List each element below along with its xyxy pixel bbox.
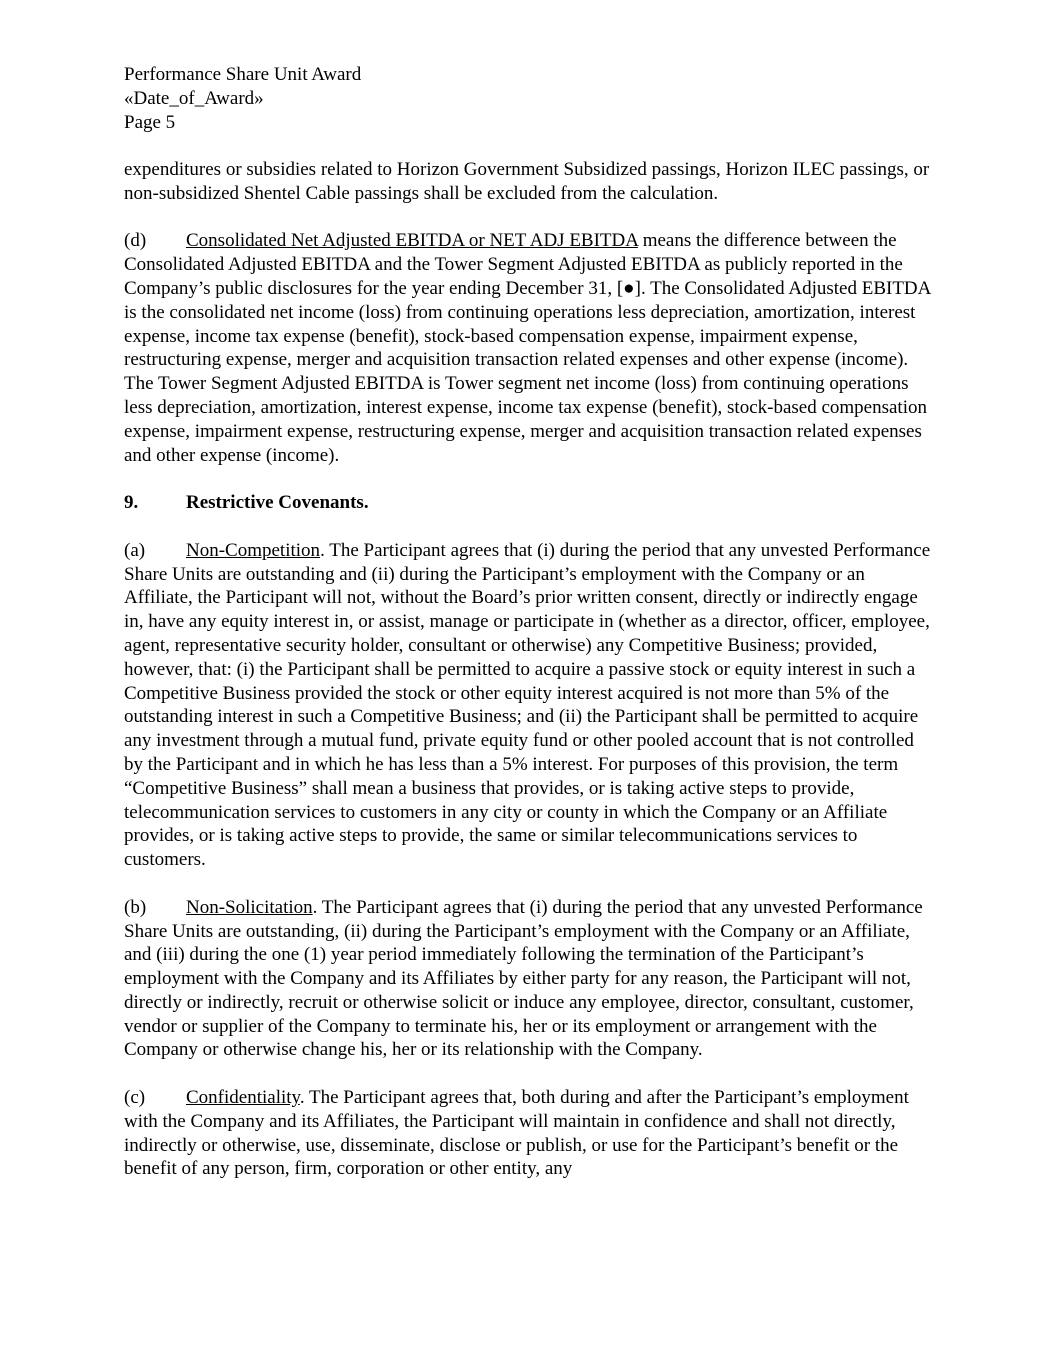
paragraph-9c-term: Confidentiality [186,1087,300,1109]
section-9-number: 9. [124,492,139,514]
paragraph-9b [124,896,934,1063]
paragraph-9b-marker: (b) [124,896,147,918]
header-page-number: Page 5 [124,111,176,133]
continuation-paragraph: expenditures or subsidies related to Horizon Government Subsidized passings, Horizon ILEC passings, or non-subsidized Shentel Cable passings shall be excluded from the calculation. [124,159,930,204]
paragraph-d-term: Consolidated Net Adjusted EBITDA or NET ADJ EBITDA [186,230,638,252]
paragraph-9b-text: . The Participant agrees that (i) during the period that any unvested Performance Share Units are outstanding, (ii) during the Participant’s employment with the Company or an Affiliate, and (iii) during the one (1) year period immediately following the termination of the Participant’s employment with the Company and its Affiliates by either party for any reason, the Participant will not, directly or indirectly, recruit or otherwise solicit or induce any employee, director, consultant, customer, vendor or supplier of the Company to terminate his, her or its employment or arrangement with the Company or otherwise change his, her or its relationship with the Company. [124,896,923,1061]
header-title: Performance Share Unit Award [124,64,362,85]
section-9-title: Restrictive Covenants. [186,492,369,514]
paragraph-d [124,229,934,467]
page-header [124,63,944,134]
header-date-of-award: «Date_of_Award» [124,87,264,109]
paragraph-9c-marker: (c) [124,1087,146,1109]
paragraph-d-marker: (d) [124,230,147,252]
document-body [124,158,934,1205]
paragraph-9c-text: . The Participant agrees that, both during and after the Participant’s employment with the Company and its Affiliates, the Participant will maintain in confidence and shall not directly, indirectly or otherwise, use, disseminate, disclose or publish, or use for the Participant’s benefit or the benefit of any person, firm, corporation or other entity, any [124,1087,909,1180]
paragraph-d-text: means the difference between the Consolidated Adjusted EBITDA and the Tower Segment Adjusted EBITDA as publicly reported in the Company’s public disclosures for the year ending December 31, [●]. The Consolidated Adjusted EBITDA is the consolidated net income (loss) from continuing operations less depreciation, amortization, interest expense, income tax expense (benefit), stock-based compensation expense, impairment expense, restructuring expense, merger and acquisition transaction related expenses and other expense (income). The Tower Segment Adjusted EBITDA is Tower segment net income (loss) from continuing operations less depreciation, amortization, interest expense, income tax expense (benefit), stock-based compensation expense, impairment expense, restructuring expense, merger and acquisition transaction related expenses and other expense (income). [124,230,931,466]
paragraph-9a [124,539,934,872]
paragraph-9a-marker: (a) [124,539,146,561]
section-9-heading [124,491,934,515]
paragraph-9a-term: Non-Competition [186,539,321,561]
paragraph-9c [124,1086,934,1181]
paragraph-9b-term: Non-Solicitation [186,896,313,918]
paragraph-9a-text: . The Participant agrees that (i) during the period that any unvested Performance Share Units are outstanding and (ii) during the Participant’s employment with the Company or an Affiliate, the Participant will not, without the Board’s prior written consent, directly or indirectly engage in, have any equity interest in, or assist, manage or participate in (whether as a director, officer, employee, agent, representative security holder, consultant or otherwise) any Competitive Business; provided, however, that: (i) the Participant shall be permitted to acquire a passive stock or equity interest in such a Competitive Business provided the stock or other equity interest acquired is not more than 5% of the outstanding interest in such a Competitive Business; and (ii) the Participant shall be permitted to acquire any investment through a mutual fund, private equity fund or other pooled account that is not controlled by the Participant and in which he has less than a 5% interest. For purposes of this provision, the term “Competitive Business” shall mean a business that provides, or is taking active steps to provide, telecommunication services to customers in any city or county in which the Company or an Affiliate provides, or is taking active steps to provide, the same or similar telecommunications services to customers. [124,539,931,871]
